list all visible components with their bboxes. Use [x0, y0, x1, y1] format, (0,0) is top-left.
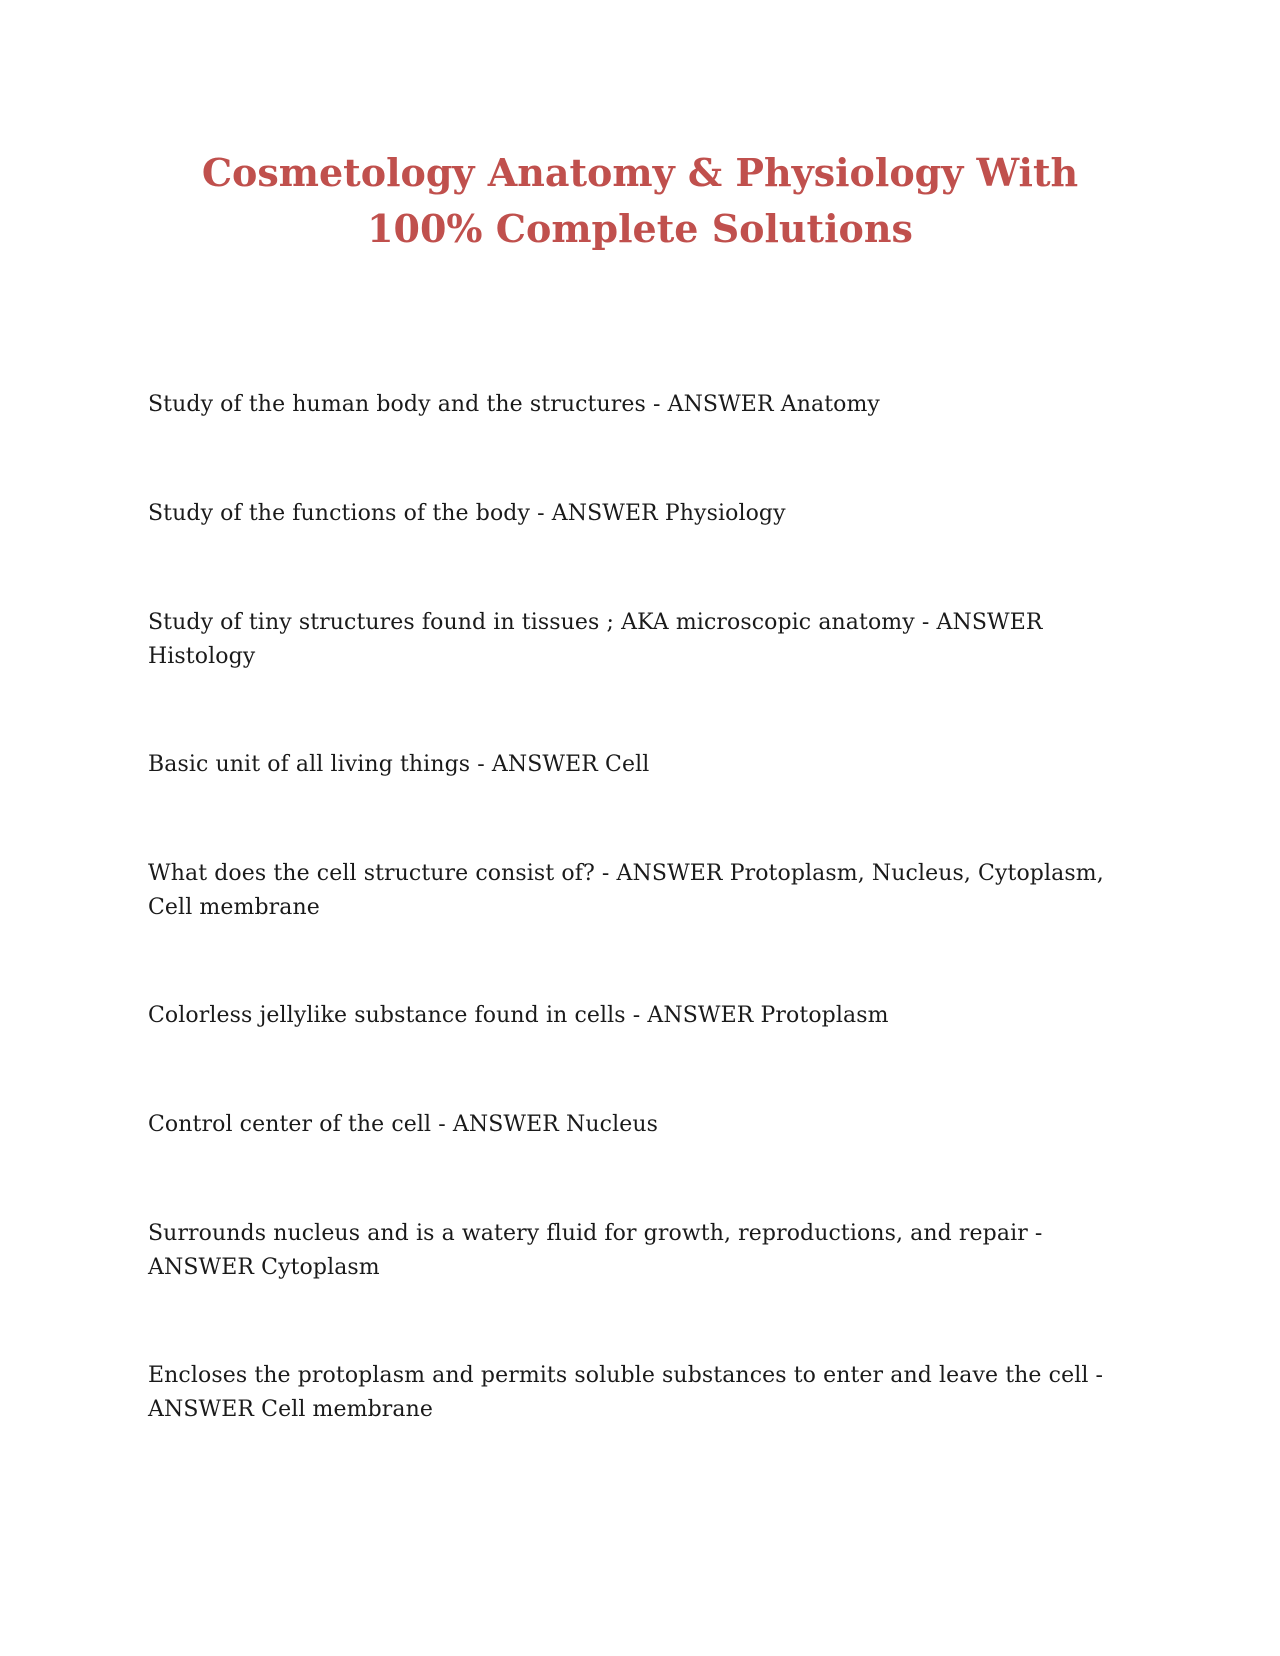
qa-item-histology: Study of tiny structures found in tissues ; AKA microscopic anatomy - ANSWER Histology [148, 610, 1043, 669]
qa-item-physiology: Study of the functions of the body - ANSWER Physiology [148, 501, 786, 526]
qa-item-cell-structure: What does the cell structure consist of? - ANSWER Protoplasm, Nucleus, Cytoplasm, Cell membrane [148, 861, 1104, 920]
qa-item-cell: Basic unit of all living things - ANSWER Cell [148, 752, 650, 777]
qa-item-nucleus: Control center of the cell - ANSWER Nucleus [148, 1112, 658, 1137]
qa-item-protoplasm: Colorless jellylike substance found in cells - ANSWER Protoplasm [148, 1003, 889, 1028]
qa-item-anatomy: Study of the human body and the structures - ANSWER Anatomy [148, 392, 880, 417]
title-line-1: Cosmetology Anatomy & Physiology With [201, 150, 1079, 195]
document-title [140, 145, 1140, 257]
qa-item-cell-membrane: Encloses the protoplasm and permits soluble substances to enter and leave the cell - ANSWER Cell membrane [148, 1363, 1104, 1422]
title-line-2: 100% Complete Solutions [367, 206, 913, 251]
qa-item-cytoplasm: Surrounds nucleus and is a watery fluid for growth, reproductions, and repair - ANSWER Cytoplasm [148, 1221, 1043, 1280]
